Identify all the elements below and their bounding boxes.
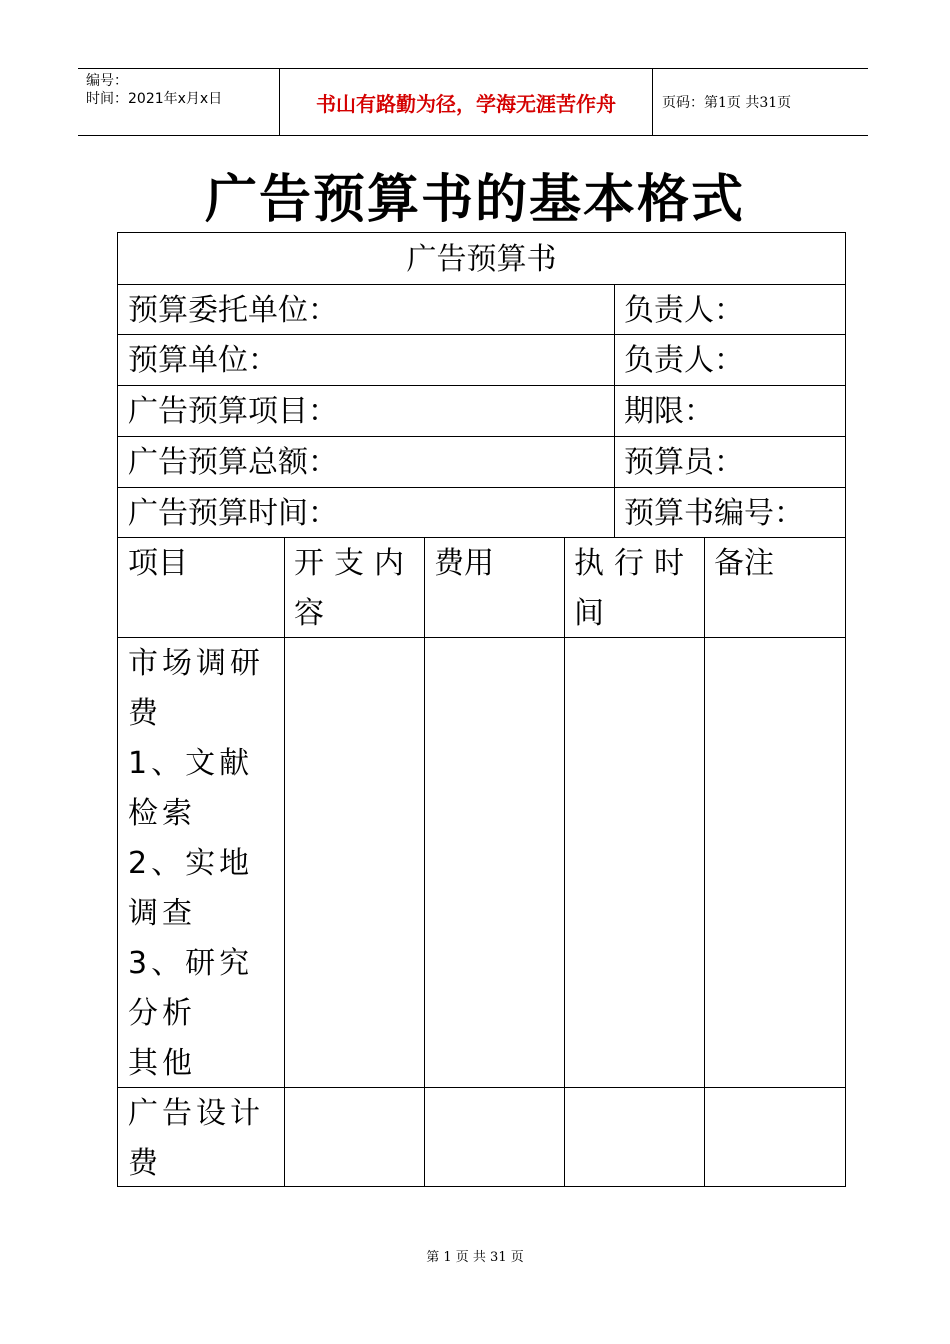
info-left-label: 广告预算时间： [128, 496, 338, 531]
column-header-expense: 开支内容 [294, 546, 414, 631]
item-line: 1、文献检索 [128, 746, 254, 831]
info-right-label: 期限： [624, 394, 714, 429]
column-header-cost: 费用 [434, 546, 494, 581]
info-right-label: 负责人： [624, 343, 744, 378]
item-line: 3、研究分析 [128, 946, 254, 1031]
item-market-research [128, 639, 278, 1089]
table-caption: 广告预算书 [406, 242, 557, 277]
header-page-info: 页码：第1页 共31页 [662, 95, 792, 111]
column-divider [424, 537, 425, 1186]
column-header-notes: 备注 [714, 546, 774, 581]
info-column-divider [614, 284, 615, 537]
column-header-item: 项目 [128, 546, 188, 581]
header-divider-2 [652, 68, 653, 136]
item-line: 广告设计费 [128, 1096, 264, 1181]
page-footer: 第 1 页 共 31 页 [426, 1250, 524, 1265]
info-left-label: 预算委托单位： [128, 293, 338, 328]
row-divider [118, 637, 845, 638]
item-line: 市场调研费 [128, 646, 264, 731]
info-right-label: 负责人： [624, 293, 744, 328]
info-left-label: 广告预算总额： [128, 445, 338, 480]
item-line: 其他 [128, 1046, 196, 1081]
page-title: 广告预算书的基本格式 [204, 170, 745, 230]
info-right-label: 预算书编号： [624, 496, 804, 531]
header-meta [86, 72, 222, 108]
column-header-time: 执行时间 [574, 546, 694, 631]
document-number-label: 编号： [86, 73, 128, 89]
document-time-label: 时间：2021年x月x日 [86, 91, 223, 107]
info-right-label: 预算员： [624, 445, 744, 480]
item-ad-design [128, 1089, 278, 1189]
item-line: 2、实地调查 [128, 846, 254, 931]
column-divider [704, 537, 705, 1186]
column-divider [564, 537, 565, 1186]
column-divider [284, 537, 285, 1186]
info-left-label: 预算单位： [128, 343, 278, 378]
header-motto: 书山有路勤为径，学海无涯苦作舟 [316, 91, 616, 116]
info-left-label: 广告预算项目： [128, 394, 338, 429]
budget-table [117, 232, 846, 1187]
